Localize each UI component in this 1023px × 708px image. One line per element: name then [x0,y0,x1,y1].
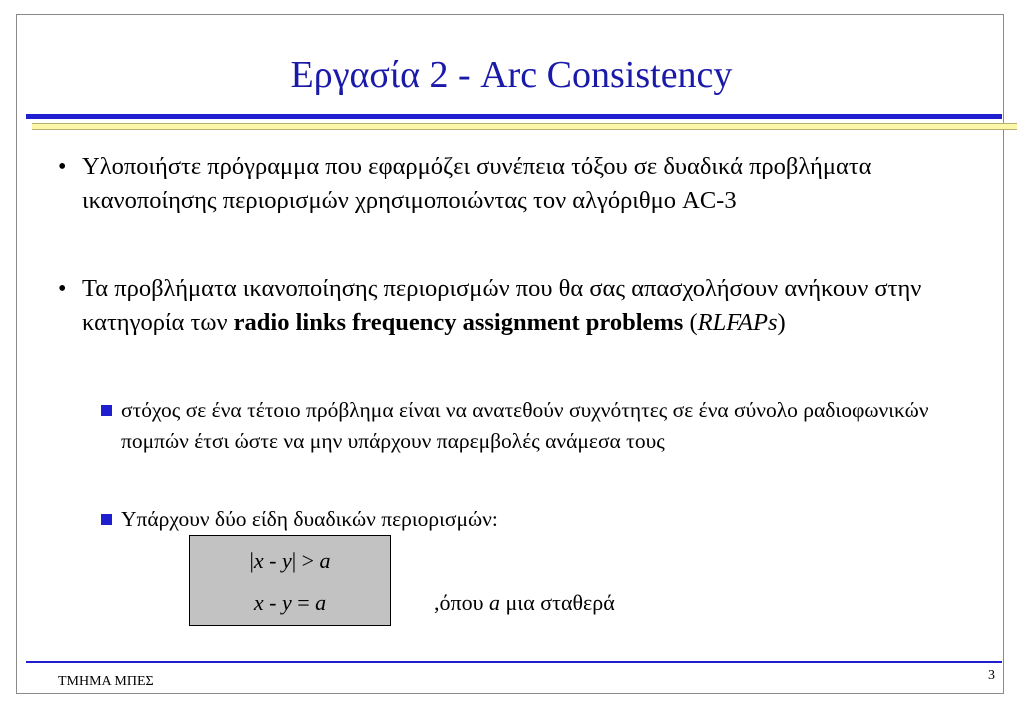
bullet-2 [58,272,962,340]
bullet-2-bold: radio links frequency assignment problems [233,309,684,336]
bullet-2-text: Τα προβλήματα ικανοποίησης περιορισμών που θα σας απασχολήσουν ανήκουν στην κατηγορία των [82,275,922,336]
bullet-dot-icon: • [58,276,67,302]
bullet-2-paren-open: ( [683,309,698,336]
bullet-2-italic: RLFAPs [697,309,778,336]
bullet-2-paren-close: ) [777,309,786,336]
bullet-1 [58,150,962,218]
sub-bullet-2-text: Υπάρχουν δύο είδη δυαδικών περιορισμών: [121,507,498,531]
footer-rule [26,661,1002,663]
formula-difference-equals: x - y = a [253,590,327,615]
bullet-1-text: Υλοποιήστε πρόγραμμα που εφαρμόζει συνέπεια τόξου σε δυαδικά προβλήματα ικανοποίησης περιορισμών χρησιμοποιώντας τον αλγόριθμο AC-3 [82,153,872,214]
footer-department: ΤΜΗΜΑ ΜΠΕΣ [58,674,154,689]
bullet-dot-icon: • [58,154,67,180]
square-bullet-icon [101,405,112,416]
formula-box [189,535,391,626]
page-number: 3 [988,668,995,683]
slide-title: Εργασία 2 - Arc Consistency [290,54,733,96]
sub-bullet-2 [121,504,971,535]
constant-note: ,όπου a μια σταθερά [434,590,615,615]
sub-bullet-1 [121,395,971,457]
sub-bullet-1-text: στόχος σε ένα τέτοιο πρόβλημα είναι να ανατεθούν συχνότητες σε ένα σύνολο ραδιοφωνικών πομπών έτσι ώστε να μην υπάρχουν παρεμβολές ανάμεσα τους [121,398,929,453]
formula-abs-difference: |x - y| > a [249,548,331,573]
square-bullet-icon [101,514,112,525]
